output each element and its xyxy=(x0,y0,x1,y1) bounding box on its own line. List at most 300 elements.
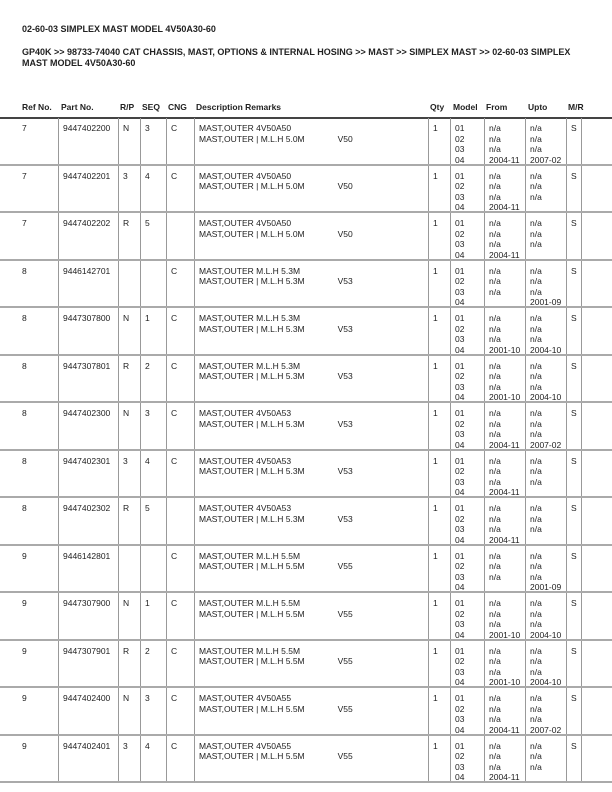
remarks: MAST,OUTER | M.L.H 5.3M xyxy=(199,418,305,429)
upto-line: n/a xyxy=(530,334,542,344)
cell-rp: R xyxy=(118,641,140,687)
cell-from xyxy=(484,593,525,639)
cell-cng: C xyxy=(166,118,194,164)
cell-seq: 3 xyxy=(140,118,166,164)
cell-part: 9446142801 xyxy=(58,546,118,592)
cell-desc xyxy=(194,498,428,544)
from-line: n/a xyxy=(489,123,501,133)
cell-cng: C xyxy=(166,688,194,734)
cell-cng: C xyxy=(166,356,194,402)
cell-seq: 3 xyxy=(140,688,166,734)
upto-line: n/a xyxy=(530,323,542,334)
from-line: n/a xyxy=(489,239,501,249)
upto-line: n/a xyxy=(530,133,542,144)
description: MAST,OUTER M.L.H 5.5M xyxy=(199,550,301,561)
header-mr: M/R xyxy=(568,102,584,112)
cell-mr: S xyxy=(566,308,582,354)
model-line: 01 xyxy=(455,123,465,133)
cell-qty: 1 xyxy=(428,308,450,354)
from-line xyxy=(489,582,525,593)
from-line: 2004-11 xyxy=(489,154,520,165)
cell-seq: 4 xyxy=(140,166,166,212)
upto-line xyxy=(530,772,566,783)
upto-line: n/a xyxy=(530,740,542,751)
cell-qty: 1 xyxy=(428,166,450,212)
cell-from xyxy=(484,118,525,164)
variant: V53 xyxy=(337,466,353,476)
from-line: 2001-10 xyxy=(489,629,521,640)
cell-from xyxy=(484,403,525,449)
table-row xyxy=(0,736,612,784)
cell-qty: 1 xyxy=(428,736,450,782)
description: MAST,OUTER 4V50A50 xyxy=(199,123,292,133)
upto-line: n/a xyxy=(530,276,542,286)
table-row xyxy=(0,451,612,499)
model-line: 01 xyxy=(455,170,465,181)
cell-rp: R xyxy=(118,213,140,259)
cell-from xyxy=(484,736,525,782)
model-line: 01 xyxy=(455,218,465,228)
breadcrumb: GP40K >> 98733-74040 CAT CHASSIS, MAST, OPTIONS & INTERNAL HOSING >> MAST >> SIMPLEX MAST >> 02-60-03 SIMPLEX MAST MODEL 4V50A30-60 xyxy=(22,47,571,68)
cell-cng: C xyxy=(166,546,194,592)
header-rp: R/P xyxy=(120,102,135,112)
header-upto: Upto xyxy=(528,102,548,112)
remarks: MAST,OUTER | M.L.H 5.5M xyxy=(199,703,305,714)
cell-mr: S xyxy=(566,688,582,734)
from-line: n/a xyxy=(489,334,501,344)
cell-desc xyxy=(194,546,428,592)
cell-upto xyxy=(525,213,566,259)
table-row xyxy=(0,118,612,166)
cell-model xyxy=(450,356,484,402)
from-line: n/a xyxy=(489,313,501,323)
from-line: n/a xyxy=(489,550,501,561)
cell-model xyxy=(450,403,484,449)
cell-upto xyxy=(525,403,566,449)
upto-line: n/a xyxy=(530,181,542,191)
description: MAST,OUTER 4V50A53 xyxy=(199,455,292,466)
cell-rp: N xyxy=(118,308,140,354)
variant: V50 xyxy=(337,133,353,144)
from-line: n/a xyxy=(489,666,501,677)
cell-ref: 8 xyxy=(22,265,27,276)
cell-from xyxy=(484,546,525,592)
upto-line: n/a xyxy=(530,503,542,513)
model-line: 04 xyxy=(455,297,465,307)
cell-part: 9447402300 xyxy=(58,403,118,449)
cell-model xyxy=(450,261,484,307)
cell-cng xyxy=(166,498,194,544)
cell-qty: 1 xyxy=(428,261,450,307)
table-row xyxy=(0,593,612,641)
cell-upto xyxy=(525,546,566,592)
cell-desc xyxy=(194,213,428,259)
upto-line: n/a xyxy=(530,455,542,466)
cell-desc xyxy=(194,356,428,402)
variant: V53 xyxy=(337,418,353,429)
cell-seq: 3 xyxy=(140,403,166,449)
header-from: From xyxy=(486,102,508,112)
cell-cng: C xyxy=(166,261,194,307)
model-line: 02 xyxy=(455,276,465,286)
remarks: MAST,OUTER | M.L.H 5.3M xyxy=(199,371,305,381)
remarks: MAST,OUTER | M.L.H 5.0M xyxy=(199,228,305,239)
model-line: 01 xyxy=(455,265,465,276)
cell-upto xyxy=(525,308,566,354)
upto-line: n/a xyxy=(530,550,542,561)
cell-model xyxy=(450,308,484,354)
model-line: 01 xyxy=(455,503,465,513)
from-line: 2001-10 xyxy=(489,392,521,402)
from-line: n/a xyxy=(489,286,501,297)
from-line: n/a xyxy=(489,503,501,513)
from-line: n/a xyxy=(489,476,501,487)
upto-line: 2004-10 xyxy=(530,344,562,355)
from-line: n/a xyxy=(489,360,501,371)
upto-line: n/a xyxy=(530,608,542,619)
description: MAST,OUTER 4V50A55 xyxy=(199,740,292,751)
from-line: n/a xyxy=(489,645,501,656)
cell-part: 9446142701 xyxy=(58,261,118,307)
upto-line: n/a xyxy=(530,218,542,228)
model-line: 03 xyxy=(455,476,465,487)
cell-cng xyxy=(166,213,194,259)
cell-upto xyxy=(525,451,566,497)
model-line: 04 xyxy=(455,724,465,735)
description: MAST,OUTER M.L.H 5.5M xyxy=(199,645,301,656)
cell-seq: 1 xyxy=(140,593,166,639)
cell-rp: 3 xyxy=(118,166,140,212)
remarks: MAST,OUTER | M.L.H 5.5M xyxy=(199,561,305,571)
upto-line: 2004-10 xyxy=(530,677,562,687)
cell-upto xyxy=(525,641,566,687)
upto-line: n/a xyxy=(530,666,542,677)
cell-part: 9447402200 xyxy=(58,118,118,164)
model-line: 02 xyxy=(455,371,465,381)
from-line: 2004-11 xyxy=(489,487,520,497)
upto-line: n/a xyxy=(530,619,542,629)
model-line: 03 xyxy=(455,571,465,582)
model-line: 02 xyxy=(455,608,465,619)
model-line: 04 xyxy=(455,249,465,260)
description: MAST,OUTER 4V50A55 xyxy=(199,693,292,703)
table-row xyxy=(0,166,612,214)
cell-desc xyxy=(194,118,428,164)
from-line: n/a xyxy=(489,703,501,714)
upto-line: n/a xyxy=(530,513,542,524)
cell-ref: 8 xyxy=(22,455,27,466)
model-line: 01 xyxy=(455,693,465,703)
variant: V55 xyxy=(337,608,353,619)
table-row xyxy=(0,403,612,451)
remarks: MAST,OUTER | M.L.H 5.5M xyxy=(199,751,305,761)
from-line: 2001-10 xyxy=(489,344,521,355)
from-line: n/a xyxy=(489,408,501,418)
variant: V53 xyxy=(337,371,353,381)
parts-table xyxy=(0,118,612,783)
upto-line xyxy=(530,202,566,213)
cell-desc xyxy=(194,261,428,307)
cell-upto xyxy=(525,356,566,402)
model-line: 04 xyxy=(455,202,465,212)
model-line: 03 xyxy=(455,144,465,154)
header-seq: SEQ xyxy=(142,102,160,112)
cell-model xyxy=(450,213,484,259)
model-line: 01 xyxy=(455,360,465,371)
cell-rp: R xyxy=(118,356,140,402)
model-line: 03 xyxy=(455,239,465,249)
cell-desc xyxy=(194,736,428,782)
from-line: n/a xyxy=(489,218,501,228)
cell-rp: N xyxy=(118,118,140,164)
cell-model xyxy=(450,166,484,212)
table-row xyxy=(0,308,612,356)
cell-mr: S xyxy=(566,118,582,164)
upto-line: 2004-10 xyxy=(530,629,562,640)
cell-part: 9447402201 xyxy=(58,166,118,212)
upto-line: 2007-02 xyxy=(530,724,562,735)
model-line: 02 xyxy=(455,133,465,144)
model-line: 01 xyxy=(455,740,465,751)
model-line: 01 xyxy=(455,645,465,656)
cell-seq: 2 xyxy=(140,356,166,402)
model-line: 04 xyxy=(455,582,465,592)
cell-mr: S xyxy=(566,166,582,212)
upto-line: n/a xyxy=(530,371,542,381)
cell-ref: 8 xyxy=(22,408,27,418)
variant: V55 xyxy=(337,561,353,571)
remarks: MAST,OUTER | M.L.H 5.5M xyxy=(199,608,305,619)
from-line: 2004-11 xyxy=(489,534,520,545)
from-line: n/a xyxy=(489,429,501,439)
header-cng: CNG xyxy=(168,102,187,112)
from-line: 2004-11 xyxy=(489,772,520,782)
cell-part: 9447402202 xyxy=(58,213,118,259)
upto-line: n/a xyxy=(530,360,542,371)
model-line: 04 xyxy=(455,439,465,450)
cell-desc xyxy=(194,688,428,734)
upto-line xyxy=(530,535,566,546)
cell-from xyxy=(484,451,525,497)
from-line: 2004-11 xyxy=(489,202,520,212)
cell-ref: 8 xyxy=(22,313,27,323)
table-row xyxy=(0,213,612,261)
cell-mr: S xyxy=(566,593,582,639)
cell-cng: C xyxy=(166,403,194,449)
cell-rp xyxy=(118,546,140,592)
model-line: 02 xyxy=(455,656,465,666)
cell-mr: S xyxy=(566,261,582,307)
header-model: Model xyxy=(453,102,478,112)
cell-upto xyxy=(525,498,566,544)
upto-line: n/a xyxy=(530,265,542,276)
cell-mr: S xyxy=(566,356,582,402)
upto-line: n/a xyxy=(530,656,542,666)
cell-mr: S xyxy=(566,403,582,449)
cell-ref: 7 xyxy=(22,218,27,228)
from-line: 2004-11 xyxy=(489,724,520,735)
from-line: n/a xyxy=(489,656,501,666)
description: MAST,OUTER 4V50A53 xyxy=(199,408,292,418)
cell-upto xyxy=(525,261,566,307)
cell-part: 9447402400 xyxy=(58,688,118,734)
from-line: n/a xyxy=(489,714,501,724)
from-line: n/a xyxy=(489,619,501,629)
upto-line: n/a xyxy=(530,286,542,297)
from-line: n/a xyxy=(489,693,501,703)
cell-cng: C xyxy=(166,308,194,354)
description: MAST,OUTER 4V50A50 xyxy=(199,170,292,181)
upto-line: n/a xyxy=(530,645,542,656)
upto-line: n/a xyxy=(530,524,542,534)
model-line: 02 xyxy=(455,703,465,714)
cell-rp xyxy=(118,261,140,307)
model-line: 03 xyxy=(455,429,465,439)
cell-desc xyxy=(194,308,428,354)
remarks: MAST,OUTER | M.L.H 5.0M xyxy=(199,181,305,191)
cell-ref: 9 xyxy=(22,740,27,751)
cell-cng: C xyxy=(166,593,194,639)
cell-upto xyxy=(525,166,566,212)
upto-line xyxy=(530,250,566,261)
cell-mr: S xyxy=(566,498,582,544)
upto-line: n/a xyxy=(530,751,542,761)
cell-qty: 1 xyxy=(428,546,450,592)
upto-line: 2007-02 xyxy=(530,439,562,450)
model-line: 03 xyxy=(455,191,465,202)
upto-line: n/a xyxy=(530,571,542,582)
upto-line: n/a xyxy=(530,693,542,703)
cell-model xyxy=(450,118,484,164)
cell-ref: 7 xyxy=(22,170,27,181)
variant: V55 xyxy=(337,656,353,666)
cell-rp: 3 xyxy=(118,736,140,782)
from-line: n/a xyxy=(489,513,501,524)
from-line: n/a xyxy=(489,191,501,202)
cell-seq: 5 xyxy=(140,213,166,259)
variant: V50 xyxy=(337,181,353,191)
from-line: n/a xyxy=(489,418,501,429)
cell-part: 9447307900 xyxy=(58,593,118,639)
remarks: MAST,OUTER | M.L.H 5.0M xyxy=(199,133,305,144)
cell-from xyxy=(484,498,525,544)
cell-qty: 1 xyxy=(428,593,450,639)
model-line: 02 xyxy=(455,181,465,191)
upto-line: n/a xyxy=(530,429,542,439)
cell-from xyxy=(484,308,525,354)
cell-seq: 4 xyxy=(140,451,166,497)
cell-qty: 1 xyxy=(428,403,450,449)
cell-from xyxy=(484,356,525,402)
upto-line xyxy=(530,487,566,498)
from-line: n/a xyxy=(489,740,501,751)
from-line: 2004-11 xyxy=(489,249,520,260)
upto-line: 2001-09 xyxy=(530,582,562,592)
page-title: 02-60-03 SIMPLEX MAST MODEL 4V50A30-60 xyxy=(22,24,216,34)
upto-line: n/a xyxy=(530,123,542,133)
model-line: 01 xyxy=(455,598,465,608)
cell-qty: 1 xyxy=(428,356,450,402)
from-line: n/a xyxy=(489,561,501,571)
from-line: n/a xyxy=(489,751,501,761)
table-row xyxy=(0,546,612,594)
upto-line: n/a xyxy=(530,313,542,323)
model-line: 03 xyxy=(455,524,465,534)
table-row xyxy=(0,498,612,546)
cell-part: 9447307800 xyxy=(58,308,118,354)
model-line: 03 xyxy=(455,714,465,724)
remarks: MAST,OUTER | M.L.H 5.3M xyxy=(199,323,305,334)
cell-desc xyxy=(194,166,428,212)
description: MAST,OUTER 4V50A53 xyxy=(199,503,292,513)
header-part: Part No. xyxy=(61,102,94,112)
description: MAST,OUTER M.L.H 5.3M xyxy=(199,313,301,323)
cell-ref: 9 xyxy=(22,645,27,656)
from-line: n/a xyxy=(489,228,501,239)
cell-model xyxy=(450,498,484,544)
cell-model xyxy=(450,593,484,639)
cell-cng: C xyxy=(166,166,194,212)
upto-line: n/a xyxy=(530,476,542,487)
cell-upto xyxy=(525,736,566,782)
cell-ref: 7 xyxy=(22,123,27,133)
table-row xyxy=(0,688,612,736)
model-line: 03 xyxy=(455,381,465,392)
cell-qty: 1 xyxy=(428,688,450,734)
cell-mr: S xyxy=(566,546,582,592)
model-line: 04 xyxy=(455,677,465,687)
cell-upto xyxy=(525,118,566,164)
cell-seq: 5 xyxy=(140,498,166,544)
model-line: 01 xyxy=(455,313,465,323)
from-line: 2004-11 xyxy=(489,439,520,450)
from-line: n/a xyxy=(489,608,501,619)
cell-rp: N xyxy=(118,593,140,639)
cell-desc xyxy=(194,403,428,449)
cell-rp: R xyxy=(118,498,140,544)
cell-cng: C xyxy=(166,736,194,782)
upto-line: n/a xyxy=(530,228,542,239)
from-line: n/a xyxy=(489,598,501,608)
from-line: n/a xyxy=(489,144,501,154)
cell-cng: C xyxy=(166,641,194,687)
upto-line: n/a xyxy=(530,239,542,249)
model-line: 03 xyxy=(455,334,465,344)
model-line: 03 xyxy=(455,761,465,772)
upto-line: n/a xyxy=(530,418,542,429)
cell-qty: 1 xyxy=(428,213,450,259)
description: MAST,OUTER M.L.H 5.5M xyxy=(199,598,301,608)
cell-upto xyxy=(525,593,566,639)
model-line: 02 xyxy=(455,418,465,429)
cell-mr: S xyxy=(566,451,582,497)
from-line: n/a xyxy=(489,170,501,181)
cell-seq xyxy=(140,546,166,592)
remarks: MAST,OUTER | M.L.H 5.5M xyxy=(199,656,305,666)
cell-from xyxy=(484,261,525,307)
from-line: 2001-10 xyxy=(489,677,521,687)
header-desc: Description Remarks xyxy=(196,102,282,112)
model-line: 04 xyxy=(455,154,465,165)
cell-part: 9447307801 xyxy=(58,356,118,402)
cell-mr: S xyxy=(566,736,582,782)
remarks: MAST,OUTER | M.L.H 5.3M xyxy=(199,466,305,476)
from-line: n/a xyxy=(489,265,501,276)
model-line: 02 xyxy=(455,466,465,476)
from-line: n/a xyxy=(489,371,501,381)
table-header xyxy=(0,99,612,119)
model-line: 02 xyxy=(455,561,465,571)
